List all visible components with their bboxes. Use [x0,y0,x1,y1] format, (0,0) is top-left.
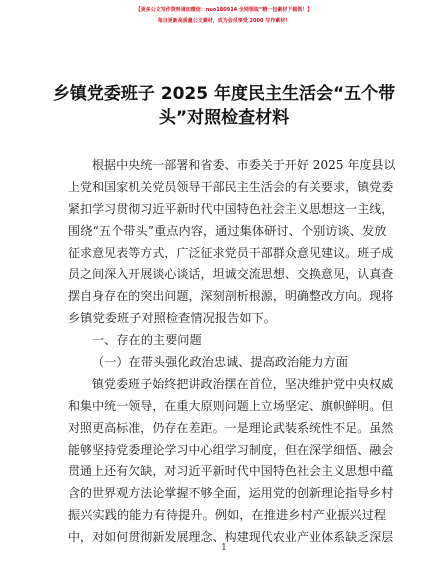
body-line: 中，对如何贯彻新发展理念、构建现代农业产业体系缺乏深层 [68,530,394,544]
document-title-line-1: 乡镇党委班子 2025 年度民主生活会“五个带 [52,84,396,104]
intro-line: 员之间深入开展谈心谈话，坦诚交流思想、交换意见，认真查 [68,267,394,282]
promo-banner-line-1: 【更多公文写作资料请加微信：nuo180914 全网领取“精一包素材下载领！】 [135,7,313,13]
page-number: 1 [221,543,227,553]
intro-line: 上党和国家机关党员领导干部民主生活会的有关要求，镇党委 [68,179,394,194]
body-line: 含的世界观方法论掌握不够全面，运用党的创新理论指导乡村 [68,486,394,501]
intro-line: 乡镇党委班子对照检查情况报告如下。 [68,311,277,326]
intro-line: 征求意见表等方式，广泛征求党员干部群众意见建议。班子成 [68,245,394,260]
promo-banner-line-2: 每日更新高质量公文素材，成为会员享受 2000 写作素材！ [157,18,291,24]
section-heading: 一、存在的主要问题 [92,333,202,348]
body-line: 贯通上还有欠缺，对习近平新时代中国特色社会主义思想中蕴 [68,464,394,479]
intro-line: 摆自身存在的突出问题，深刻剖析根源，明确整改方向。现将 [68,289,394,304]
document-title-line-2: 头”对照检查材料 [158,108,290,128]
intro-line: 根据中央统一部署和省委、市委关于开好 2025 年度县以 [92,158,396,172]
subsection-heading: （一）在带头强化政治忠诚、提高政治能力方面 [92,354,348,369]
body-line: 镇党委班子始终把讲政治摆在首位，坚决维护党中央权威 [92,376,394,391]
intro-line: 围绕“五个带头”重点内容，通过集体研讨、个别访谈、发放 [68,223,387,238]
intro-line: 紧扣学习贯彻习近平新时代中国特色社会主义思想这一主线， [68,201,394,216]
body-line: 和集中统一领导，在重大原则问题上立场坚定、旗帜鲜明。但 [68,398,394,413]
body-line: 能够坚持党委理论学习中心组学习制度，但在深学细悟、融会 [68,442,394,457]
body-line: 振兴实践的能力有待提升。例如，在推进乡村产业振兴过程 [68,508,387,523]
body-line: 对照更高标准，仍存在差距。一是理论武装系统性不足。虽然 [68,420,394,435]
